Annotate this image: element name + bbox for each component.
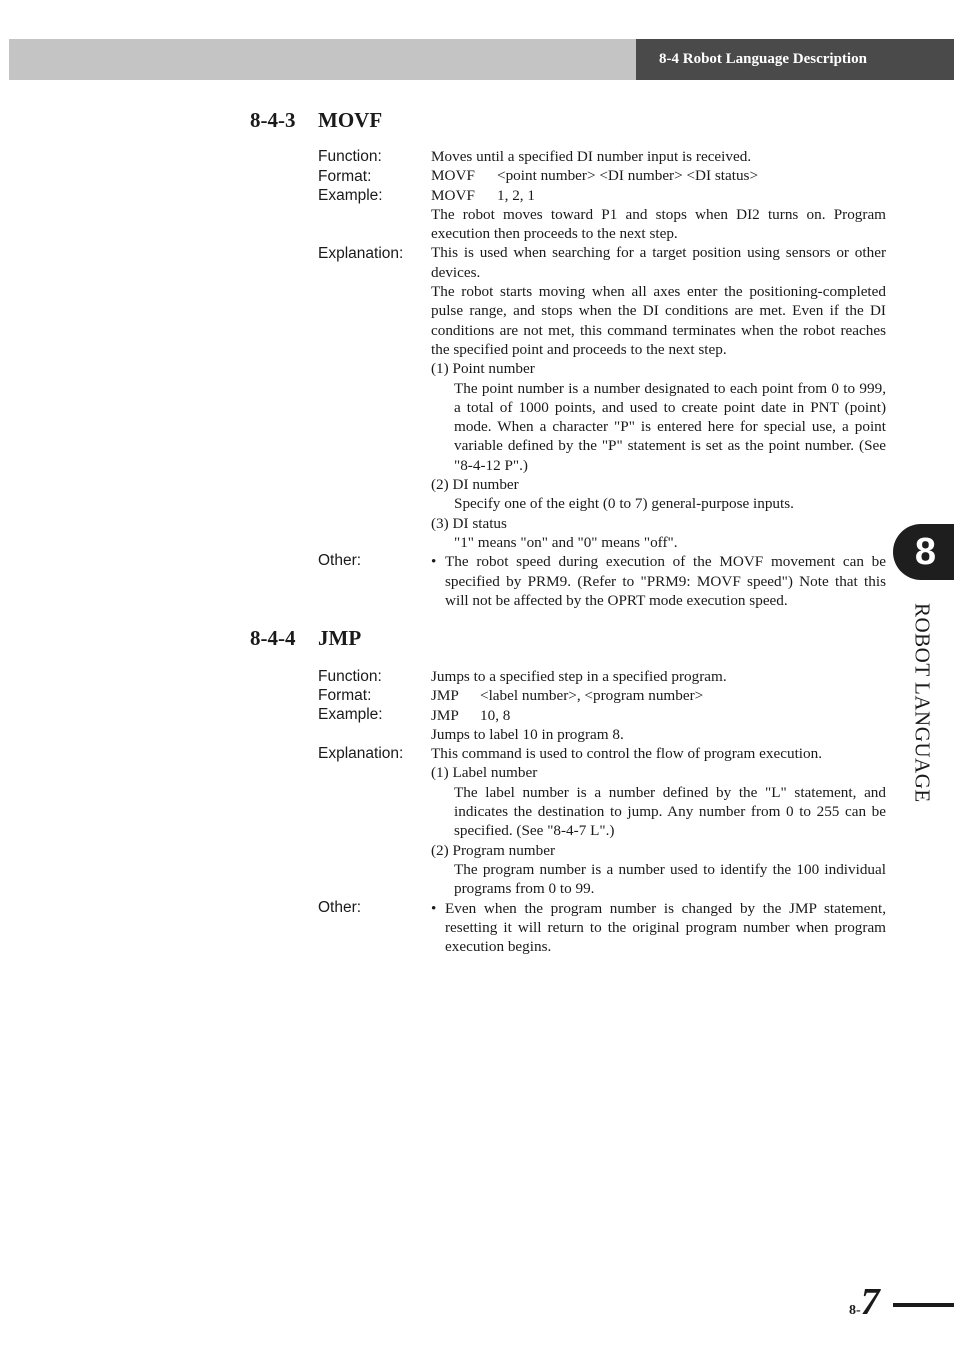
movf-explanation-para-1: This is used when searching for a target position using sensors or other devices.	[431, 244, 886, 281]
movf-explanation-para-2: The robot starts moving when all axes enter the positioning-completed pulse range, and stops when the DI conditions are met. Even if the DI conditions are not met, this command terminates when the robot reaches the specified point and proceeds to the next step.	[431, 283, 886, 358]
jmp-example-line	[431, 706, 886, 725]
jmp-section-title	[250, 626, 361, 651]
header-section-title: 8-4 Robot Language Description	[636, 39, 954, 80]
movf-section-number: 8-4-3	[250, 108, 296, 132]
movf-example-args: 1, 2, 1	[497, 186, 535, 204]
jmp-section-name: JMP	[318, 626, 362, 650]
movf-example-label: Example:	[318, 187, 383, 204]
movf-explanation-label: Explanation:	[318, 245, 404, 262]
movf-format-keyword: MOVF	[431, 167, 475, 185]
jmp-example-label: Example:	[318, 706, 383, 723]
page-number-rule	[893, 1303, 954, 1307]
chapter-number-tab: 8	[893, 524, 954, 580]
movf-other-text: The robot speed during execution of the MOVF movement can be specified by PRM9. (Refer to "PRM9: MOVF speed") Note that this will not be affected by the OPRT mode execution speed.	[445, 553, 886, 609]
movf-function-label: Function:	[318, 148, 382, 165]
movf-format-line	[431, 166, 886, 185]
bullet-dot: •	[431, 553, 437, 571]
movf-item-text-di-number: Specify one of the eight (0 to 7) general-purpose inputs.	[454, 495, 794, 513]
jmp-item-text-label-number: The label number is a number defined by the "L" statement, and indicates the destination to jump. Any number from 0 to 255 can be specified. (See "8-4-7 L".)	[454, 783, 886, 840]
movf-item-text-di-status: "1" means "on" and "0" means "off".	[454, 533, 678, 551]
movf-other-bullet-item	[431, 552, 886, 610]
page-number-value: 7	[860, 1281, 880, 1323]
movf-function-text: Moves until a specified DI number input is received.	[431, 148, 752, 165]
movf-item-text-point-number: The point number is a number designated to each point from 0 to 999, a total of 1000 points, and used to create point date in PNT (point) mode. When a character "P" is entered here for special use, a point variable defined by the "P" statement is set as the point number. (See "8-4-12 P".)	[454, 379, 886, 474]
page-number-prefix: 8-	[849, 1303, 861, 1318]
jmp-item-heading-label-number: (1) Label number	[431, 764, 538, 782]
jmp-explanation-label: Explanation:	[318, 745, 404, 762]
movf-example-line	[431, 186, 886, 205]
jmp-example-keyword: JMP	[431, 706, 459, 724]
page-number	[849, 1280, 880, 1324]
jmp-format-label: Format:	[318, 687, 372, 704]
jmp-item-text-program-number: The program number is a number used to identify the 100 individual programs from 0 to 99.	[454, 860, 886, 898]
jmp-format-args: <label number>, <program number>	[480, 687, 704, 705]
jmp-other-text: Even when the program number is changed by the JMP statement, resetting it will return to the original program number when program execution begins.	[445, 899, 886, 956]
movf-example-description: The robot moves toward P1 and stops when DI2 turns on. Program execution then proceeds to the next step.	[431, 205, 886, 243]
movf-item-heading-point-number: (1) Point number	[431, 360, 535, 378]
movf-section-title	[250, 108, 382, 133]
movf-item-heading-di-number: (2) DI number	[431, 476, 519, 494]
movf-format-label: Format:	[318, 168, 372, 185]
header-bar	[9, 39, 636, 80]
jmp-other-label: Other:	[318, 899, 362, 916]
movf-item-heading-di-status: (3) DI status	[431, 514, 507, 532]
bullet-dot: •	[431, 899, 437, 917]
movf-content	[431, 147, 886, 610]
jmp-function-label: Function:	[318, 668, 382, 685]
jmp-content	[431, 667, 886, 956]
jmp-example-args: 10, 8	[480, 706, 511, 724]
jmp-item-heading-program-number: (2) Program number	[431, 841, 555, 859]
jmp-format-keyword: JMP	[431, 687, 459, 705]
jmp-function-text: Jumps to a specified step in a specified program.	[431, 668, 727, 685]
chapter-name-vertical: ROBOT LANGUAGE	[910, 603, 935, 803]
movf-example-keyword: MOVF	[431, 186, 475, 204]
movf-section-name: MOVF	[318, 108, 383, 132]
movf-format-args: <point number> <DI number> <DI status>	[497, 167, 759, 185]
movf-other-label: Other:	[318, 552, 362, 569]
jmp-explanation-para-1: This command is used to control the flow of program execution.	[431, 745, 822, 763]
jmp-other-bullet-item	[431, 899, 886, 957]
jmp-example-description: Jumps to label 10 in program 8.	[431, 725, 624, 743]
jmp-format-line	[431, 686, 886, 705]
jmp-section-number: 8-4-4	[250, 626, 296, 650]
